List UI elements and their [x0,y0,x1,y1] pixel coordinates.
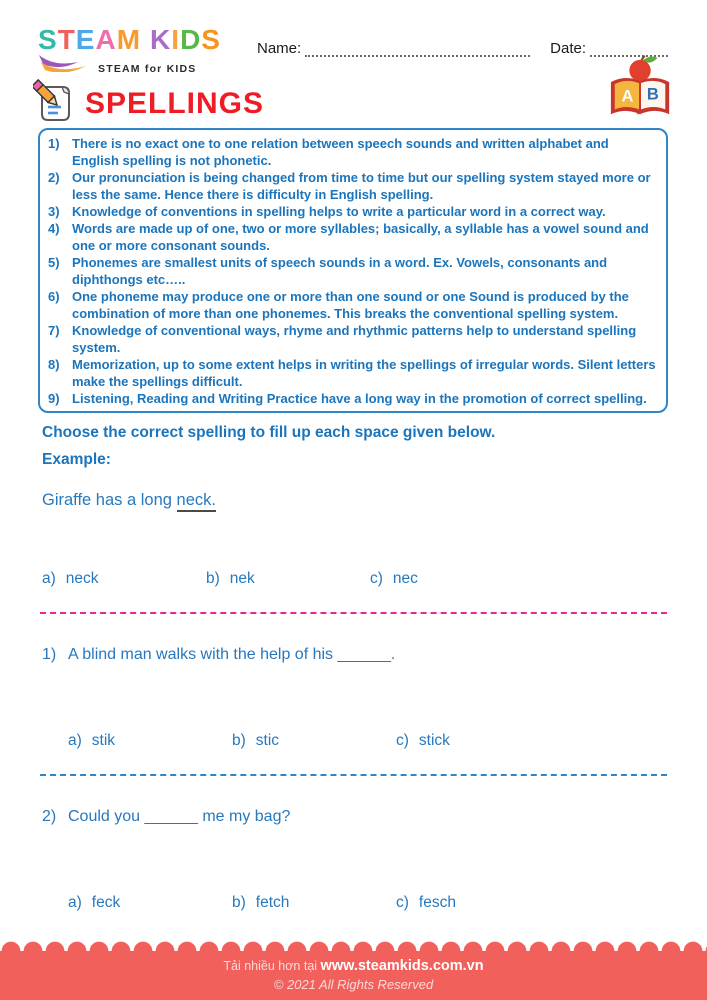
question-1-options-row [42,732,665,750]
option-label: b) [232,732,246,749]
option-item [68,732,232,750]
option-word: fetch [255,894,290,911]
example-sentence-prefix: Giraffe has a long [42,491,177,509]
footer-rights: © 2021 All Rights Reserved [273,977,434,992]
logo-letter: E [75,24,96,55]
footer [0,938,707,1000]
option-word: neck [65,570,99,587]
option-word: fesch [418,894,456,911]
logo-letter: M [116,24,142,55]
separator-pink [40,612,667,614]
option-item [68,894,232,912]
logo-letter: K [150,24,172,55]
option-item [370,570,418,588]
option-item [42,570,206,588]
rule-number: 9) [48,391,60,406]
logo-letter: S [201,24,221,55]
rules-box [38,128,668,413]
option-label: c) [396,894,409,911]
option-word: nec [392,570,418,587]
footer-site-link[interactable]: www.steamkids.com.vn [320,958,484,974]
logo-letter: T [57,24,76,55]
logo-letter: A [95,24,117,55]
rule-text: Words are made up of one, two or more syllables; basically, a syllable has a vowel sound and one or more consonant sounds. [72,221,649,253]
name-fill-line [305,42,530,57]
option-word: stic [255,732,280,749]
rule-text: One phoneme may produce one or more than one sound or one Sound is produced by the combination of more than one phonemes. This breaks the conventional spelling system. [72,289,629,321]
question-text: A blind man walks with the help of his ______. [68,646,396,663]
separator-blue [40,774,667,776]
abc-book-icon [605,54,677,127]
example-answer: neck. [177,491,216,512]
rule-text: Knowledge of conventions in spelling helps to write a particular word in a correct way. [72,204,606,219]
footer-body [0,951,707,1000]
option-item [396,732,450,750]
pencil-paper-icon [33,79,77,130]
option-word: stick [418,732,450,749]
header [0,0,707,77]
rule-item [48,169,658,203]
svg-text:B: B [646,85,659,104]
example-heading: Example: [42,451,111,468]
rule-item [48,220,658,254]
option-label: a) [68,732,82,749]
page-title: SPELLINGS [85,87,265,120]
logo-letter: D [180,24,202,55]
question-number: 1) [42,646,57,663]
question-number: 2) [42,808,57,825]
option-item [232,894,396,912]
option-word: nek [229,570,255,587]
rule-number: 7) [48,323,60,338]
instruction-text: Choose the correct spelling to fill up each space given below. [42,424,496,441]
option-label: b) [206,570,220,587]
rule-number: 5) [48,255,60,270]
rule-number: 4) [48,221,60,236]
example-sentence [42,491,665,510]
option-label: c) [370,570,383,587]
rule-item [48,254,658,288]
question-text: Could you ______ me my bag? [68,808,291,825]
question-1 [42,646,665,664]
option-item [206,570,370,588]
rule-item [48,322,658,356]
rule-text: Phonemes are smallest units of speech sounds in a word. Ex. Vowels, consonants and diphthongs etc….. [72,255,608,287]
option-word: feck [91,894,121,911]
steam-kids-logo [38,26,233,77]
rule-number: 2) [48,170,60,185]
rule-item [48,135,658,169]
rule-number: 3) [48,204,60,219]
title-row [0,77,707,125]
logo-letter: I [171,24,181,55]
rule-item [48,356,658,390]
logo-wordmark [38,26,233,54]
option-label: b) [232,894,246,911]
rule-item [48,203,658,220]
option-item [396,894,456,912]
date-label: Date: [550,40,586,57]
option-label: c) [396,732,409,749]
rule-text: Our pronunciation is being changed from time to time but our spelling system stayed more or less the same. Hence there is difficulty in English spelling. [72,170,651,202]
rule-number: 6) [48,289,60,304]
svg-text:A: A [621,87,634,106]
rule-item [48,390,658,407]
rule-number: 8) [48,357,60,372]
rule-text: There is no exact one to one relation between speech sounds and written alphabet and English spelling is not phonetic. [72,136,609,168]
logo-tagline: STEAM for KIDS [98,63,197,75]
rule-number: 1) [48,136,60,151]
option-label: a) [42,570,56,587]
example-options-row [42,570,665,588]
rule-text: Knowledge of conventional ways, rhyme and rhythmic patterns help to understand spelling system. [72,323,637,355]
scallop-edge [0,938,707,951]
rule-item [48,288,658,322]
rule-text: Listening, Reading and Writing Practice have a long way in the promotion of correct spelling. [72,391,647,406]
question-2 [42,808,665,826]
swoosh-icon [38,54,94,77]
option-item [232,732,396,750]
name-label: Name: [257,40,302,57]
logo-letter: S [38,24,58,55]
option-word: stik [91,732,116,749]
footer-more-text: Tải nhiều hơn tại [223,959,318,973]
rule-text: Memorization, up to some extent helps in writing the spellings of irregular words. Silent letters make the spellings difficult. [72,357,656,389]
option-label: a) [68,894,82,911]
question-2-options-row [42,894,665,912]
